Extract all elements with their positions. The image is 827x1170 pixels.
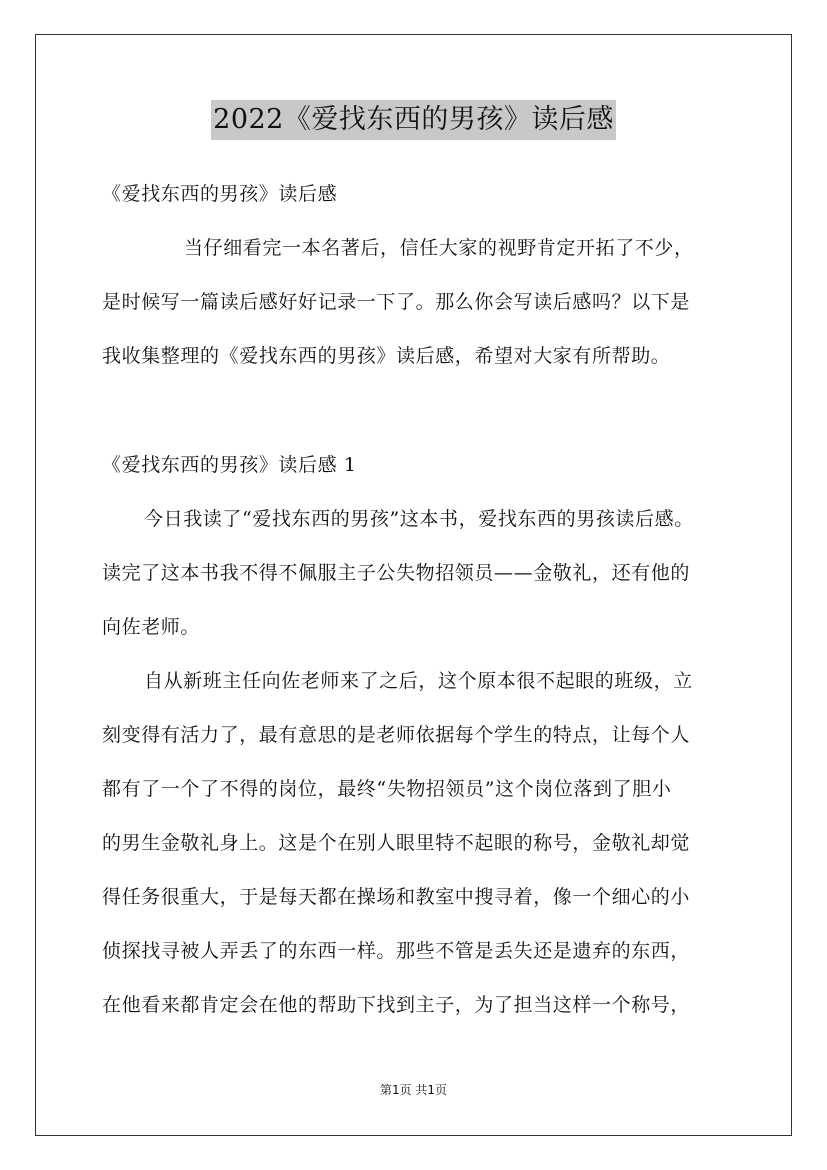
document-title: 2022《爱找东西的男孩》读后感 xyxy=(211,100,616,140)
paragraph-line: 在他看来都肯定会在他的帮助下找到主子，为了担当这样一个称号， xyxy=(102,994,691,1016)
paragraph-line: 刻变得有活力了，最有意思的是老师依据每个学生的特点，让每个人 xyxy=(102,724,691,746)
title-container xyxy=(0,100,827,140)
paragraph-line: 侦探找寻被人弄丢了的东西一样。那些不管是丢失还是遗弃的东西， xyxy=(102,940,691,962)
section-heading: 《爱找东西的男孩》读后感 1 xyxy=(102,454,357,476)
paragraph-line: 的男生金敬礼身上。这是个在别人眼里特不起眼的称号，金敬礼却觉 xyxy=(102,832,691,854)
intro-line: 当仔细看完一本名著后，信任大家的视野肯定开拓了不少， xyxy=(184,237,694,259)
paragraph-line: 向佐老师。 xyxy=(102,616,201,638)
paragraph-line: 得任务很重大，于是每天都在操场和教室中搜寻着，像一个细心的小 xyxy=(102,886,691,908)
page-footer: 第1页 共1页 xyxy=(379,1083,448,1097)
paragraph-line: 今日我读了“爱找东西的男孩”这本书，爱找东西的男孩读后感。 xyxy=(144,508,694,530)
subtitle: 《爱找东西的男孩》读后感 xyxy=(102,183,338,205)
paragraph-line: 自从新班主任向佐老师来了之后，这个原本很不起眼的班级，立 xyxy=(144,670,693,692)
paragraph-line: 读完了这本书我不得不佩服主子公失物招领员——金敬礼，还有他的 xyxy=(102,562,691,584)
intro-line: 是时候写一篇读后感好好记录一下了。那么你会写读后感吗？以下是 xyxy=(102,291,691,313)
intro-line: 我收集整理的《爱找东西的男孩》读后感，希望对大家有所帮助。 xyxy=(102,345,671,367)
paragraph-line: 都有了一个了不得的岗位，最终“失物招领员”这个岗位落到了胆小 xyxy=(102,778,672,800)
